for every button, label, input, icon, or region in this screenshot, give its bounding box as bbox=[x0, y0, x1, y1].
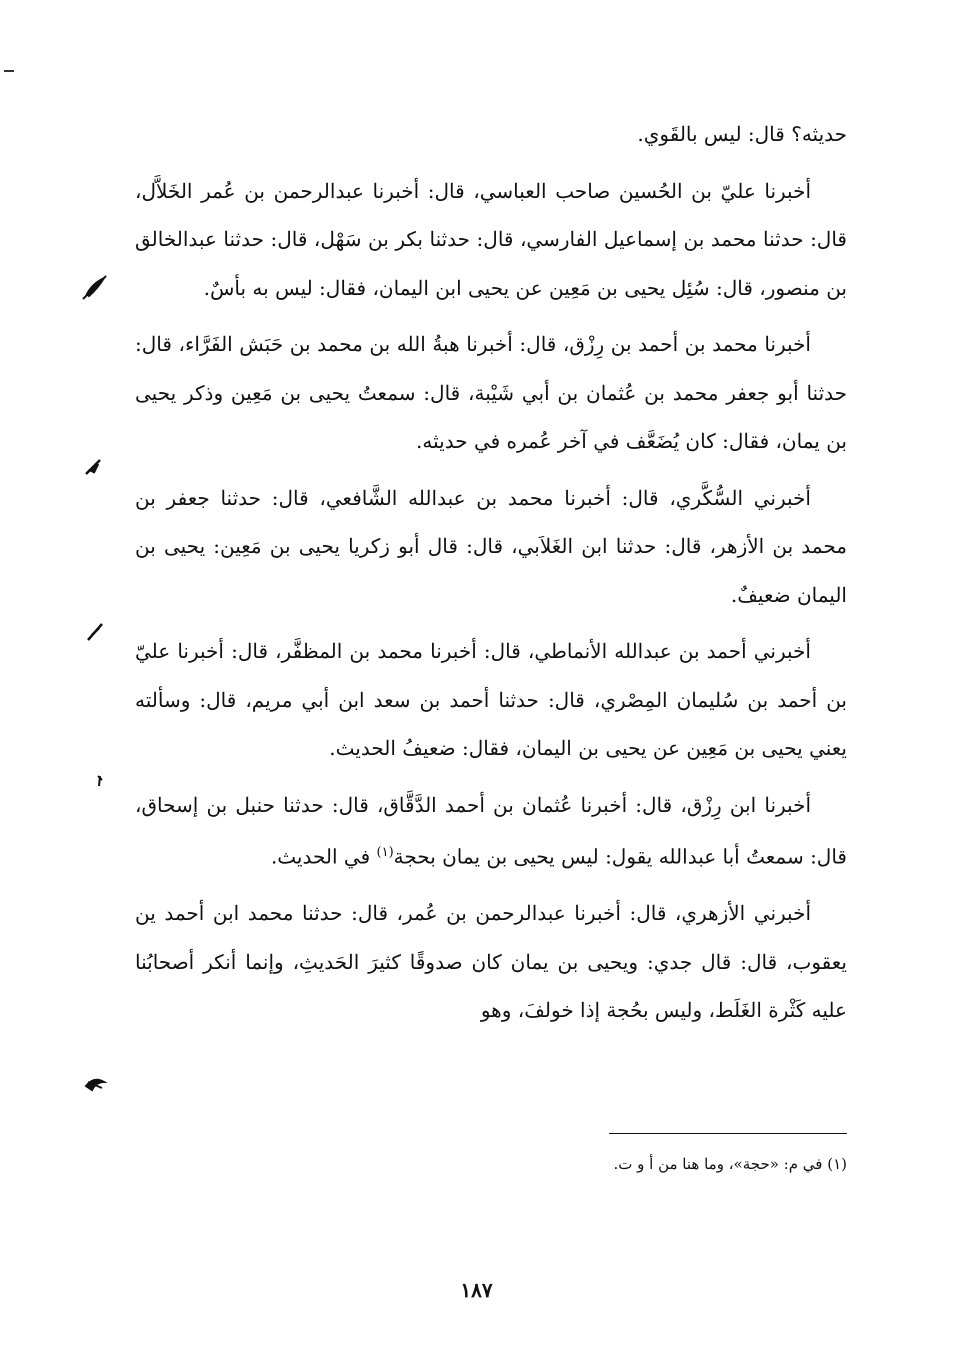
paragraph-6 bbox=[135, 781, 847, 882]
main-text bbox=[135, 110, 847, 1043]
margin-mark-icon bbox=[80, 452, 110, 482]
paragraph-2: أخبرنا عليّ بن الحُسين صاحب العباسي، قال: أخبرنا عبدالرحمن بن عُمر الخَلاَّل، قال: حدثنا محمد بن إسماعيل الفارسي، قال: حدثنا بكر بن سَهْل، قال: حدثنا عبدالخالق بن منصور، قال: سُئِل يحيى بن مَعِين عن يحيى ابن اليمان، فقال: ليس به بأسٌ. bbox=[135, 178, 847, 300]
paragraph-3: أخبرنا محمد بن أحمد بن رِزْق، قال: أخبرنا هبةُ الله بن محمد بن حَبَش الفَرَّاء، قال: حدثنا أبو جعفر محمد بن عُثمان بن أبي شَيْبة، قال: سمعتُ يحيى بن مَعِين وذكر يحيى بن يمان، فقال: كان يُضَعَّف في آخر عُمره في حديثه. bbox=[135, 332, 847, 453]
paragraph-6-tail: في الحديث. bbox=[270, 844, 377, 869]
paragraph-7: أخبرني الأزهري، قال: أخبرنا عبدالرحمن بن عُمر، قال: حدثنا محمد ابن أحمد ين يعقوب، قال: قال جدي: ويحيى بن يمان كان صدوقًا كثيرَ الحَديثِ، وإنما أنكر أصحابُنا عليه كَثْرة الغَلَط، وليس بحُجة إذا خولفَ، وهو bbox=[135, 901, 847, 1023]
margin-quill-mark-icon bbox=[80, 272, 110, 302]
margin-mark-icon bbox=[80, 766, 110, 796]
margin-mark-icon bbox=[80, 1068, 110, 1098]
paragraph-6-text: أخبرنا ابن رِزْق، قال: أخبرنا عُثمان بن أحمد الدَّقَّاق، قال: حدثنا حنبل بن إسحاق، قال: سمعتُ أبا عبدالله يقول: ليس يحيى بن يمان بحجة bbox=[135, 792, 847, 869]
paragraph-5: أخبرني أحمد بن عبدالله الأنماطي، قال: أخبرنا محمد بن المظفَّر، قال: أخبرنا عليّ بن أحمد بن سُليمان المِصْري، قال: حدثنا أحمد بن سعد ابن أبي مريم، قال: وسألته يعني يحيى بن مَعِين عن يحيى بن اليمان، فقال: ضعيفُ الحديث. bbox=[135, 639, 847, 760]
footnote: (١) في م: «حجة»، وما هنا من أ و ت. bbox=[613, 1155, 847, 1173]
scan-edge-mark bbox=[4, 70, 14, 72]
footnote-reference: (١) bbox=[376, 845, 394, 860]
margin-mark-icon bbox=[80, 616, 110, 646]
footnote-separator bbox=[609, 1133, 847, 1134]
paragraph-4: أخبرني السُّكَّري، قال: أخبرنا محمد بن عبدالله الشَّافعي، قال: حدثنا جعفر بن محمد بن الأزهر، قال: حدثنا ابن الغَلاَبي، قال: قال أبو زكريا يحيى بن مَعِين: يحيى بن اليمان ضعيفٌ. bbox=[135, 485, 847, 607]
page-number: ١٨٧ bbox=[460, 1278, 493, 1302]
paragraph-1: حديثه؟ قال: ليس بالقَوي. bbox=[637, 122, 847, 146]
